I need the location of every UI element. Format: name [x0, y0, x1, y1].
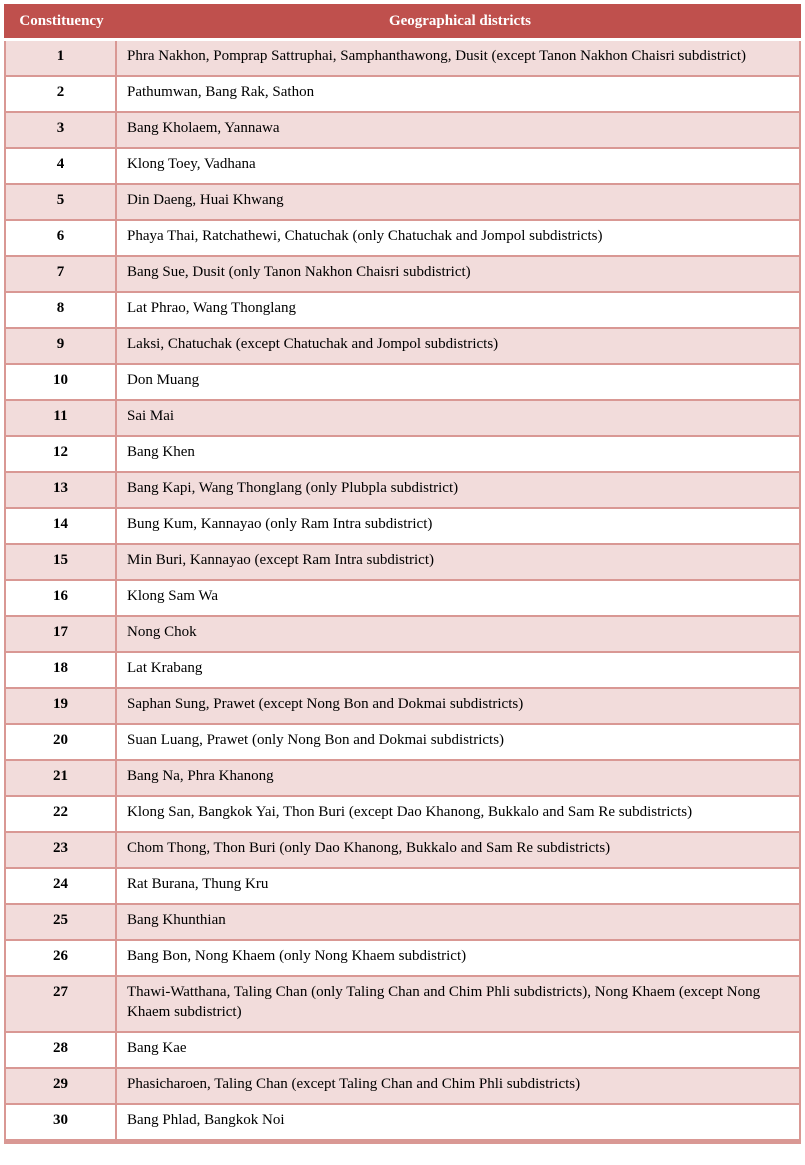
table-row	[6, 1031, 799, 1067]
districts-cell: Bang Phlad, Bangkok Noi	[127, 1112, 285, 1128]
districts-cell: Min Buri, Kannayao (except Ram Intra subdistrict)	[127, 552, 435, 568]
districts-cell: Bang Bon, Nong Khaem (only Nong Khaem subdistrict)	[127, 948, 467, 964]
districts-cell: Sai Mai	[127, 408, 175, 424]
table-row	[6, 183, 799, 219]
constituency-cell: 26	[6, 941, 117, 975]
constituency-cell: 5	[6, 185, 117, 219]
table-row	[6, 255, 799, 291]
table-row	[6, 399, 799, 435]
table-row	[6, 831, 799, 867]
table-row	[6, 903, 799, 939]
table-row	[6, 219, 799, 255]
constituency-cell: 24	[6, 869, 117, 903]
table-row	[6, 471, 799, 507]
districts-cell: Klong San, Bangkok Yai, Thon Buri (except Dao Khanong, Bukkalo and Sam Re subdistricts)	[127, 804, 693, 820]
table-row	[6, 363, 799, 399]
constituency-cell: 12	[6, 437, 117, 471]
districts-cell: Bang Kae	[127, 1040, 187, 1056]
districts-cell: Lat Phrao, Wang Thonglang	[127, 300, 297, 316]
districts-cell: Bang Na, Phra Khanong	[127, 768, 274, 784]
districts-cell: Suan Luang, Prawet (only Nong Bon and Dokmai subdistricts)	[127, 732, 505, 748]
constituency-cell: 9	[6, 329, 117, 363]
districts-cell: Lat Krabang	[127, 660, 203, 676]
districts-cell: Bang Kapi, Wang Thonglang (only Plubpla subdistrict)	[127, 480, 459, 496]
districts-cell: Laksi, Chatuchak (except Chatuchak and Jompol subdistricts)	[127, 336, 499, 352]
constituency-cell: 16	[6, 581, 117, 615]
table-row	[6, 111, 799, 147]
districts-cell: Phra Nakhon, Pomprap Sattruphai, Samphanthawong, Dusit (except Tanon Nakhon Chaisri subdistrict)	[127, 48, 746, 64]
table-row	[6, 41, 799, 75]
constituency-cell: 8	[6, 293, 117, 327]
constituency-cell: 30	[6, 1105, 117, 1139]
table-row	[6, 939, 799, 975]
districts-cell: Nong Chok	[127, 624, 197, 640]
constituency-cell: 15	[6, 545, 117, 579]
constituency-cell: 22	[6, 797, 117, 831]
table-body	[4, 41, 801, 1144]
districts-cell: Bung Kum, Kannayao (only Ram Intra subdistrict)	[127, 516, 433, 532]
constituency-cell: 21	[6, 761, 117, 795]
constituency-cell: 19	[6, 689, 117, 723]
constituency-cell: 27	[6, 977, 117, 1031]
districts-cell: Phasicharoen, Taling Chan (except Taling Chan and Chim Phli subdistricts)	[127, 1076, 581, 1092]
table-row	[6, 723, 799, 759]
table-row	[6, 147, 799, 183]
districts-cell: Saphan Sung, Prawet (except Nong Bon and Dokmai subdistricts)	[127, 696, 524, 712]
districts-cell: Klong Sam Wa	[127, 588, 219, 604]
table-row	[6, 975, 799, 1031]
constituency-cell: 17	[6, 617, 117, 651]
table-row	[6, 327, 799, 363]
constituency-cell: 13	[6, 473, 117, 507]
districts-cell: Din Daeng, Huai Khwang	[127, 192, 284, 208]
districts-cell: Bang Sue, Dusit (only Tanon Nakhon Chaisri subdistrict)	[127, 264, 471, 280]
constituency-cell: 14	[6, 509, 117, 543]
constituency-cell: 20	[6, 725, 117, 759]
table-row	[6, 1067, 799, 1103]
constituency-cell: 2	[6, 77, 117, 111]
table-row	[6, 795, 799, 831]
header-geographical-districts: Geographical districts	[388, 12, 532, 29]
constituency-cell: 11	[6, 401, 117, 435]
districts-cell: Phaya Thai, Ratchathewi, Chatuchak (only Chatuchak and Jompol subdistricts)	[127, 228, 603, 244]
districts-cell: Bang Khunthian	[127, 912, 226, 928]
table-row	[6, 75, 799, 111]
constituency-cell: 6	[6, 221, 117, 255]
table-row	[6, 1103, 799, 1139]
table-row	[6, 543, 799, 579]
constituency-cell: 1	[6, 41, 117, 75]
table-row	[6, 651, 799, 687]
districts-cell: Thawi-Watthana, Taling Chan (only Taling Chan and Chim Phli subdistricts), Nong Khaem (except Nong Khaem subdistrict)	[127, 984, 761, 1020]
table-row	[6, 507, 799, 543]
table-row	[6, 759, 799, 795]
districts-cell: Pathumwan, Bang Rak, Sathon	[127, 84, 315, 100]
districts-cell: Don Muang	[127, 372, 200, 388]
districts-cell: Chom Thong, Thon Buri (only Dao Khanong, Bukkalo and Sam Re subdistricts)	[127, 840, 611, 856]
table-header-row	[4, 4, 801, 38]
districts-cell: Bang Kholaem, Yannawa	[127, 120, 280, 136]
table-row	[6, 579, 799, 615]
table-row	[6, 435, 799, 471]
header-constituency: Constituency	[19, 12, 104, 29]
constituency-cell: 4	[6, 149, 117, 183]
constituency-cell: 23	[6, 833, 117, 867]
constituency-cell: 28	[6, 1033, 117, 1067]
constituency-cell: 25	[6, 905, 117, 939]
constituency-cell: 18	[6, 653, 117, 687]
districts-cell: Bang Khen	[127, 444, 195, 460]
table-row	[6, 867, 799, 903]
table-row	[6, 615, 799, 651]
constituency-cell: 10	[6, 365, 117, 399]
districts-cell: Klong Toey, Vadhana	[127, 156, 256, 172]
constituency-cell: 3	[6, 113, 117, 147]
constituency-cell: 7	[6, 257, 117, 291]
table-row	[6, 291, 799, 327]
constituency-cell: 29	[6, 1069, 117, 1103]
districts-cell: Rat Burana, Thung Kru	[127, 876, 269, 892]
table-row	[6, 687, 799, 723]
